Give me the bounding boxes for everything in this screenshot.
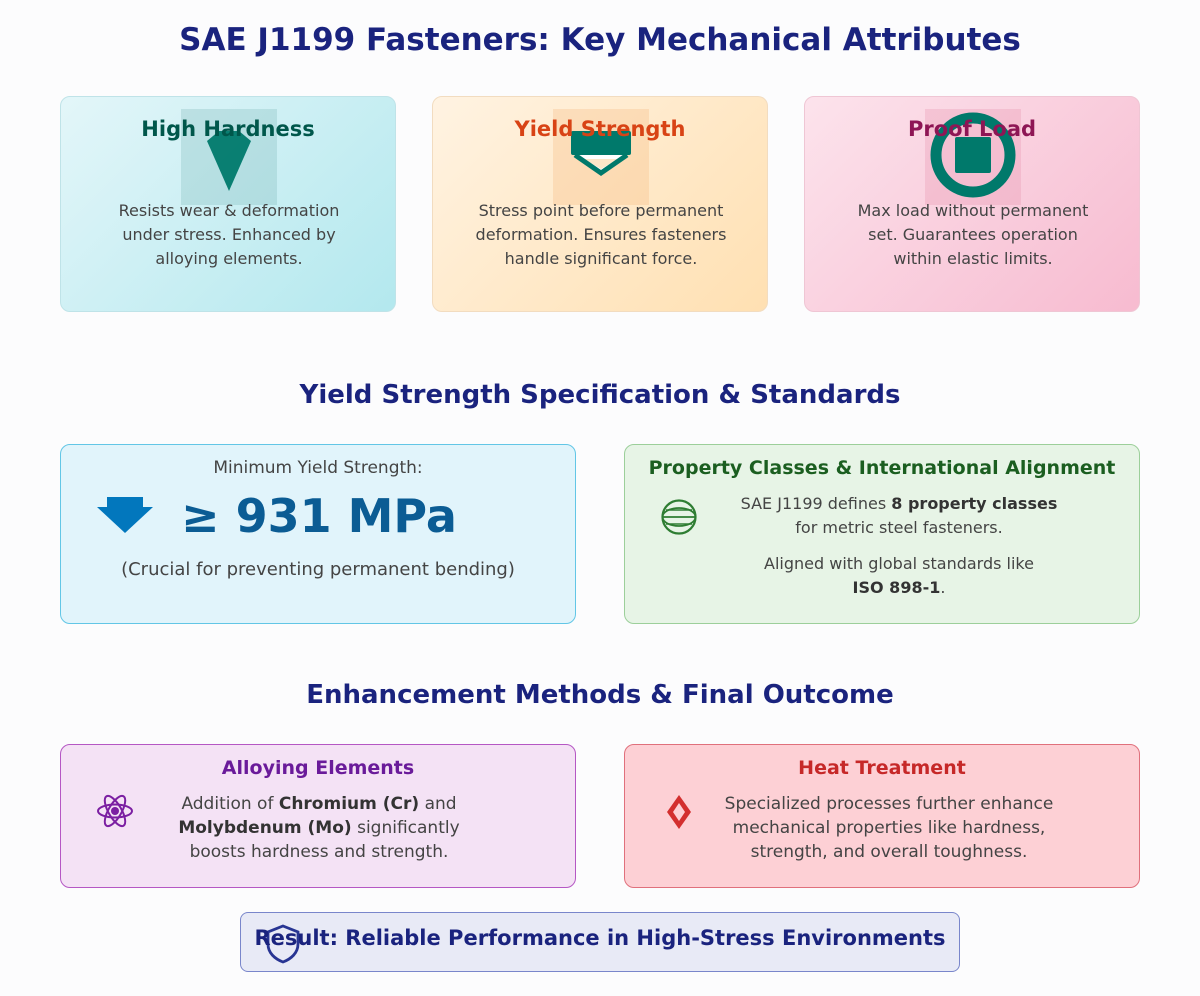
card-yield-strength	[432, 96, 768, 312]
card-proof-load	[804, 96, 1140, 312]
section-heading-enhancement: Enhancement Methods & Final Outcome	[306, 680, 894, 710]
card-title: Property Classes & International Alignment	[648, 457, 1116, 479]
classes-line-2: Aligned with global standards like ISO 898-1.	[764, 554, 1034, 597]
card-description: Max load without permanent set. Guarantees operation within elastic limits.	[857, 201, 1089, 268]
alloy-description: Addition of Chromium (Cr) and Molybdenum (Mo) significantly boosts hardness and strength.	[178, 794, 460, 862]
section-heading-spec: Yield Strength Specification & Standards	[299, 380, 901, 410]
card-alloying-elements	[60, 744, 576, 888]
min-yield-label: Minimum Yield Strength:	[213, 458, 423, 478]
heat-description: Specialized processes further enhance mechanical properties like hardness, strength, and overall toughness.	[724, 794, 1054, 862]
card-title: Proof Load	[907, 117, 1037, 141]
card-high-hardness	[60, 96, 396, 312]
globe-icon	[659, 497, 699, 537]
card-description: Resists wear & deformation under stress. Enhanced by alloying elements.	[118, 201, 340, 268]
atom-icon	[96, 793, 134, 829]
flame-diamond-icon	[665, 793, 693, 831]
card-title: High Hardness	[141, 117, 315, 141]
page-title: SAE J1199 Fasteners: Key Mechanical Attributes	[179, 22, 1021, 58]
result-text: Result: Reliable Performance in High-Stress Environments	[254, 926, 946, 950]
classes-line-1: SAE J1199 defines 8 property classes for metric steel fasteners.	[740, 494, 1058, 537]
card-title: Heat Treatment	[798, 757, 966, 779]
min-yield-note: (Crucial for preventing permanent bending)	[121, 559, 515, 580]
down-arrow-icon	[97, 495, 153, 535]
card-title: Yield Strength	[514, 117, 686, 141]
card-title: Alloying Elements	[221, 757, 415, 779]
result-banner	[240, 912, 960, 972]
min-yield-value: ≥ 931 MPa	[181, 489, 457, 543]
card-minimum-yield	[60, 444, 576, 624]
card-description: Stress point before permanent deformation. Ensures fasteners handle significant force.	[475, 201, 727, 268]
card-property-classes	[624, 444, 1140, 624]
card-heat-treatment	[624, 744, 1140, 888]
